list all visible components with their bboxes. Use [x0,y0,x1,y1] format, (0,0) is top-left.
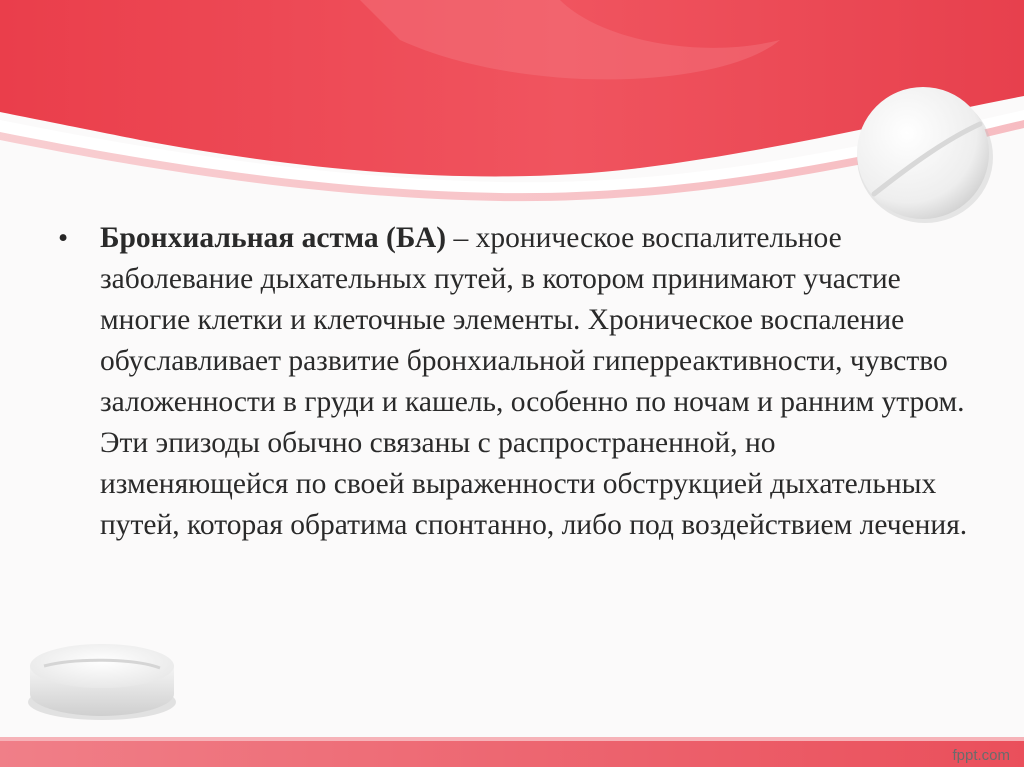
brand-watermark: fppt.com [952,747,1010,764]
definition-text: – хроническое воспалительное заболевание дыхательных путей, в котором принимают участие многие клетки и клеточные элементы. Хроническое воспаление обуславливает развитие бронхиальной гиперреактивности, чувство заложенности в груди и кашель, особенно по ночам и ранним утром. Эти эпизоды обычно связаны с распространенной, но изменяющейся по своей выраженности обструкцией дыхательных путей, которая обратима спонтанно, либо под воздействием лечения. [100,222,968,541]
bullet-item [58,218,968,546]
round-pill-icon [852,84,998,226]
flat-pill-icon [24,636,180,722]
bullet-marker: • [58,222,69,254]
definition-paragraph [100,218,968,546]
term-heading: Бронхиальная астма (БА) [100,222,447,254]
